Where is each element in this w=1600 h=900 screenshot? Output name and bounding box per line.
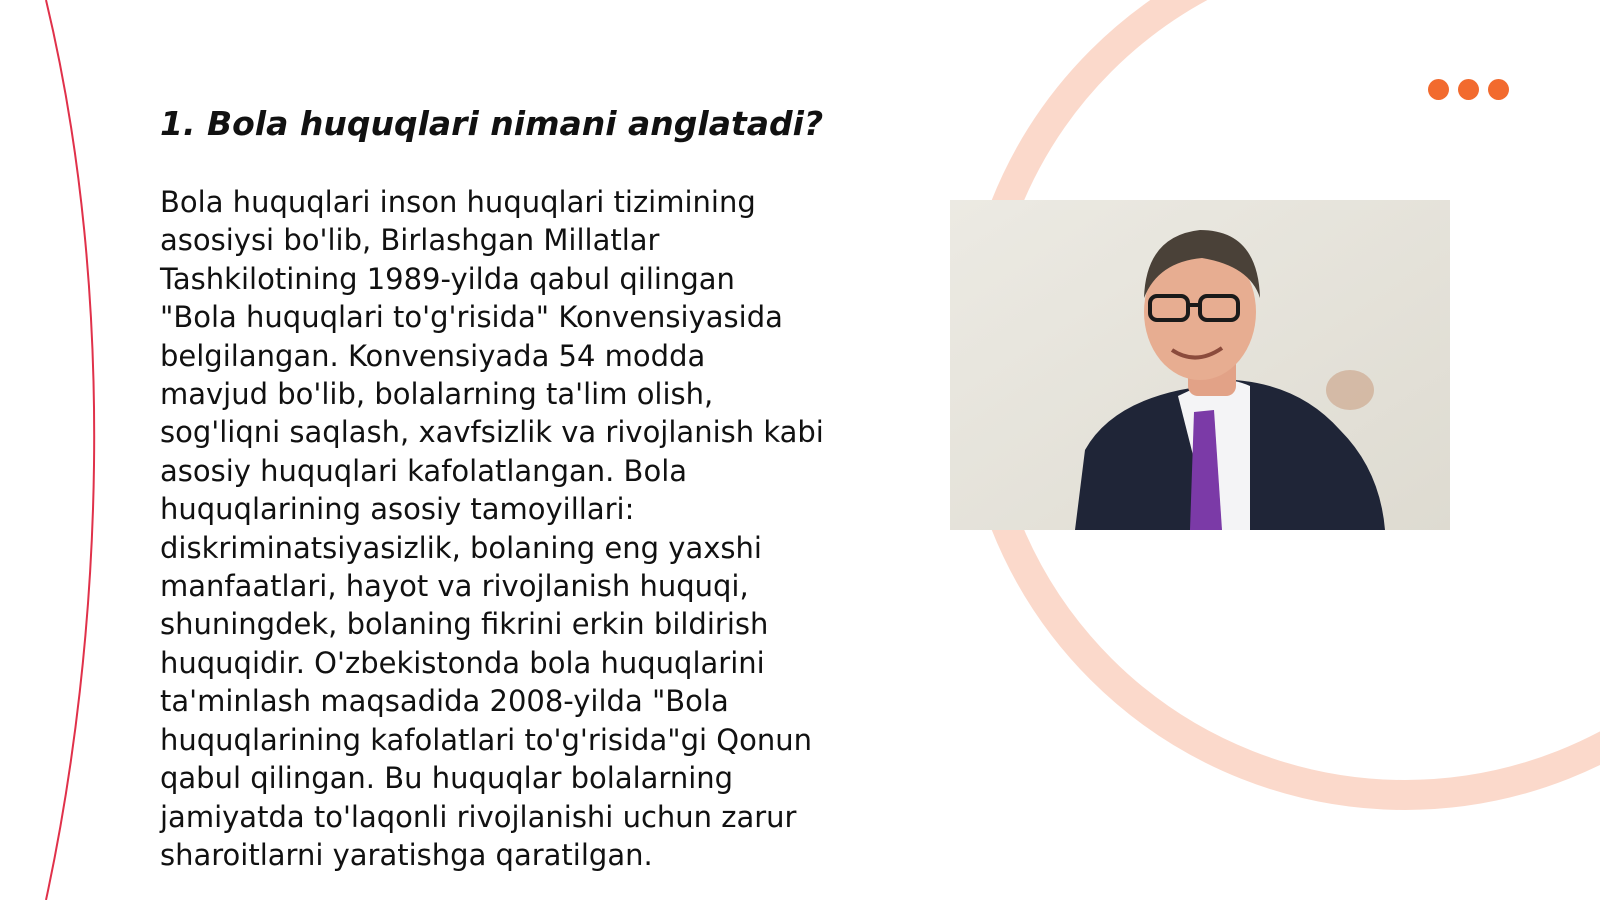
more-dots-icon	[1428, 79, 1510, 101]
dot	[1488, 79, 1509, 100]
decorative-left-arc	[46, 0, 94, 900]
slide-body-text: Bola huquqlari inson huquqlari tizimining asosiysi bo'lib, Birlashgan Millatlar Tashkilotining 1989-yilda qabul qilingan "Bola huquqlari to'g'risida" Konvensiyasida belgilangan. Konvensiyada 54 modda mavjud bo'lib, bolalarning ta'lim olish, sog'liqni saqlash, xavfsizlik va rivojlanish kabi asosiy huquqlari kafolatlangan. Bola huquqlarining asosiy tamoyillari: diskriminatsiyasizlik, bolaning eng yaxshi manfaatlari, hayot va rivojlanish huquqi, shuningdek, bolaning fikrini erkin bildirish huquqidir. O'zbekistonda bola huquqlarini ta'minlash maqsadida 2008-yilda "Bola huquqlarining kafolatlari to'g'risida"gi Qonun qabul qilingan. Bu huquqlar bolalarning jamiyatda to'laqonli rivojlanishi uchun zarur sharoitlarni yaratishga qaratilgan.	[160, 185, 824, 872]
dot	[1458, 79, 1479, 100]
dot	[1428, 79, 1449, 100]
slide-title: 1. Bola huquqlari nimani anglatadi?	[160, 104, 824, 143]
portrait-photo	[950, 200, 1450, 530]
portrait-illustration	[950, 200, 1450, 530]
